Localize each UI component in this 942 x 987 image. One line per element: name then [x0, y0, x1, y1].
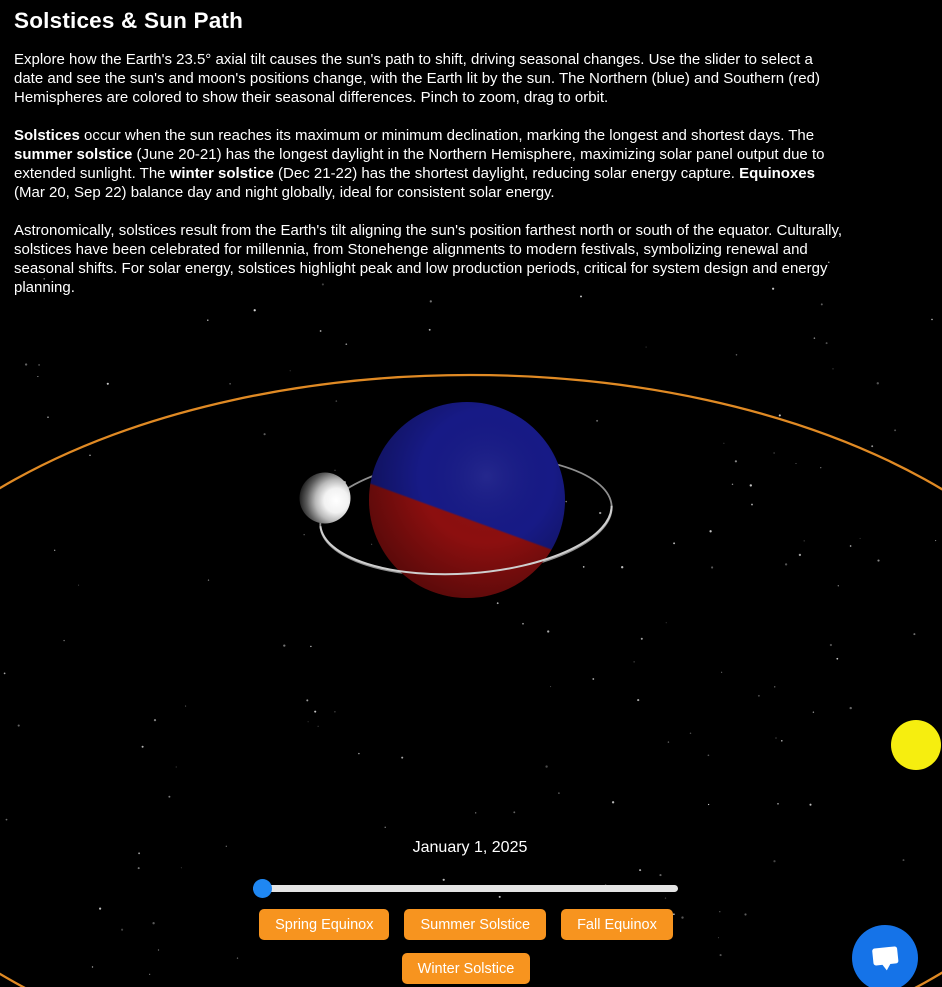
winter-solstice-button[interactable]: Winter Solstice — [402, 953, 531, 984]
fall-equinox-button[interactable]: Fall Equinox — [561, 909, 673, 940]
intro-text-block — [14, 8, 846, 316]
season-buttons-row-2 — [0, 953, 932, 984]
moon — [300, 473, 351, 524]
date-slider[interactable] — [253, 874, 678, 895]
page-title: Solstices & Sun Path — [14, 8, 244, 33]
sun — [891, 720, 941, 770]
speech-bubble-icon — [865, 938, 905, 978]
chat-widget-button[interactable] — [852, 925, 918, 987]
starfield — [4, 262, 936, 979]
season-buttons-row-1 — [0, 909, 932, 940]
selected-date-label: January 1, 2025 — [412, 839, 528, 856]
earth — [369, 402, 565, 598]
intro-paragraph-3: Astronomically, solstices result from the Earth's tilt aligning the sun's position farthest north or south of the equator. Culturally, solstices have been celebrated for millennia, from Stonehenge alignments to modern festivals, symbolizing renewal and seasonal shifts. For solar energy, solstices highlight peak and low production periods, critical for system design and energy planning. — [14, 222, 843, 296]
intro-paragraph-1: Explore how the Earth's 23.5° axial tilt causes the sun's path to shift, driving seasonal changes. Use the slider to select a date and see the sun's and moon's positions change, with the Earth lit by the sun. The Northern (blue) and Southern (red) Hemispheres are colored to show their seasonal differences. Pinch to zoom, drag to orbit. — [14, 51, 820, 106]
spring-equinox-button[interactable]: Spring Equinox — [259, 909, 389, 940]
intro-paragraph-2: Solstices occur when the sun reaches its maximum or minimum declination, marking the longest and shortest days. The summer solstice (June 20-21) has the longest daylight in the Northern Hemisphere, maximizing solar panel output due to extended sunlight. The winter solstice (Dec 21-22) has the shortest daylight, reducing solar energy capture. Equinoxes (Mar 20, Sep 22) balance day and night globally, ideal for consistent solar energy. — [14, 127, 825, 201]
summer-solstice-button[interactable]: Summer Solstice — [404, 909, 546, 940]
